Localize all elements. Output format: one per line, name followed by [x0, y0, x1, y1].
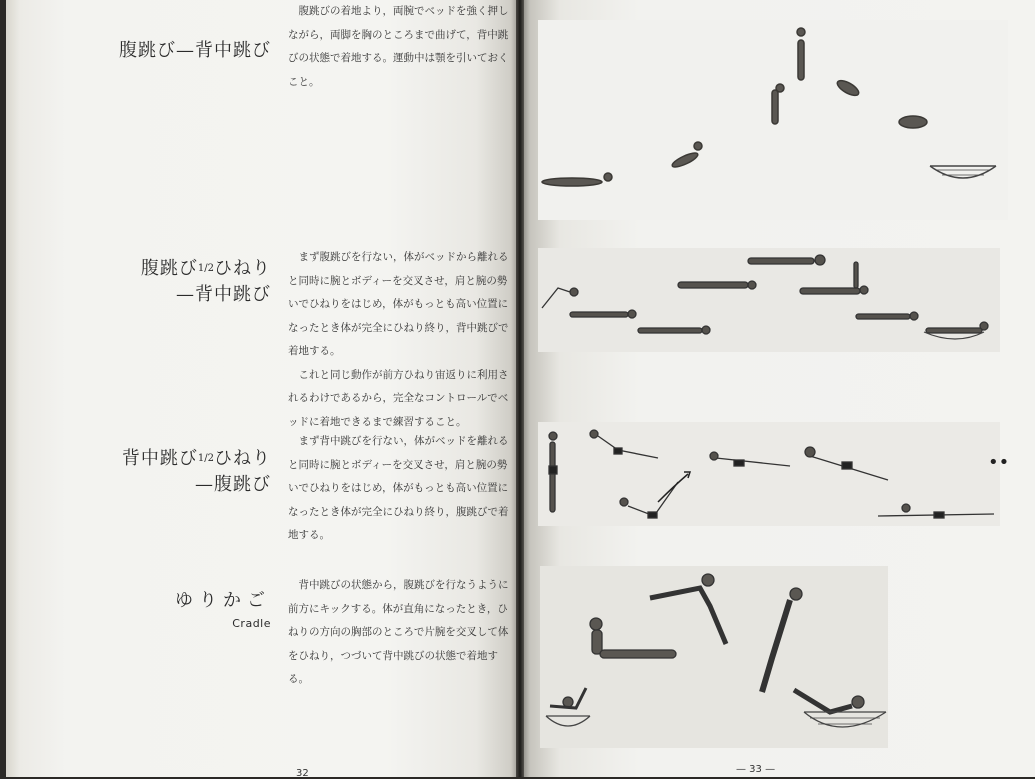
section-text-belly-to-back: 腹跳びの着地より，両腕でベッドを強く押しながら，両脚を胸のところまで曲げて，背中跳びの状態で着地する。運動中は顎を引いておくこと。: [288, 5, 509, 88]
page-number-right: — 33 —: [736, 764, 776, 775]
page-number-left: 32: [296, 768, 309, 779]
photo-sequence-belly-half-twist: [538, 248, 1000, 352]
section-text-back-half-twist-belly: まず背中跳びを行ない，体がベッドを離れると同時に腕とボディーを交叉させ，肩と腕の勢いでひねりをはじめ，体がもっとも高い位置になったとき体が完全にひねり終り，腹跳びで着地する。: [288, 435, 509, 541]
section-text-cradle: 背中跳びの状態から，腹跳びを行なうように前方にキックする。体が直角になったとき，ひねりの方向の胸部のところで片腕を交叉して体をひねり，つづいて背中跳びの状態で着地する。: [288, 579, 509, 685]
stray-dots: ••: [988, 452, 1010, 473]
section-title-belly-half-twist-back: 腹跳び1/2ひねり —背中跳び: [140, 258, 271, 305]
section-text-belly-half-twist-back: まず腹跳びを行ない，体がベッドから離れると同時に腕とボディーを交叉させ，肩と腕の勢いでひねりをはじめ，体がもっとも高い位置になったとき体が完全にひねり終り，背中跳びで着地する。 これと同じ動作が前方ひねり宙返りに利用されるわけであるから，完全なコントロールでベッドに着地できるまで練習すること。: [288, 251, 509, 428]
photo-sequence-belly-to-back: [538, 20, 1008, 220]
section-title-back-half-twist-belly: 背中跳び1/2ひねり —腹跳び: [121, 448, 271, 495]
photo-sequence-back-half-twist: [538, 422, 1000, 526]
section-title-belly-to-back: 腹跳び—背中跳び: [119, 40, 271, 61]
book-gutter: [516, 0, 524, 777]
photo-sequence-cradle: [540, 566, 888, 748]
section-title-cradle: ゆりかご Cradle: [175, 590, 271, 630]
